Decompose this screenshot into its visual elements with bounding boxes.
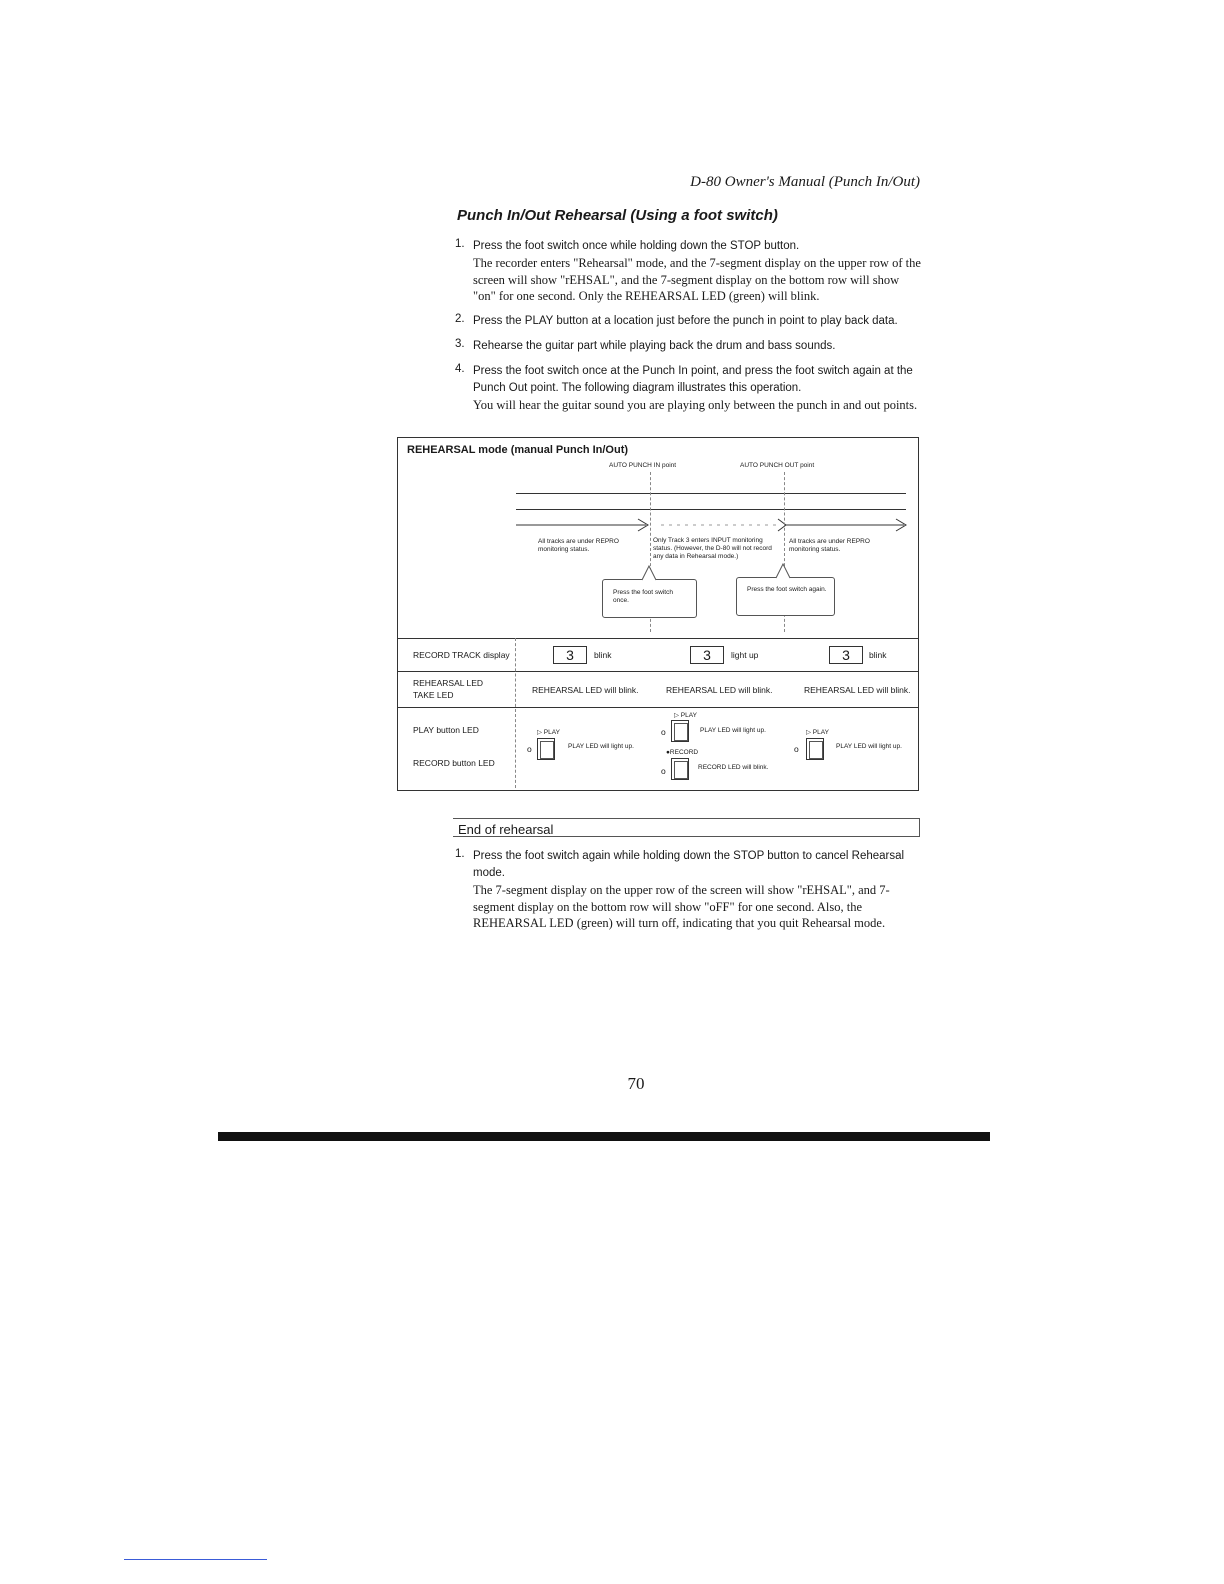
- row-record-track: RECORD TRACK display: [413, 650, 510, 660]
- track-line: [516, 493, 906, 494]
- page-number: 70: [627, 1074, 645, 1093]
- rehearsal-led-state: REHEARSAL LED will blink.: [666, 685, 773, 695]
- led-indicator: o: [661, 766, 666, 776]
- track-state: blink: [869, 650, 887, 660]
- callout-punch-in: [602, 579, 697, 618]
- step-2: [455, 313, 921, 330]
- callout-text: Press the foot switch again.: [747, 586, 827, 593]
- status-right: All tracks are under REPRO monitoring status.: [789, 538, 870, 553]
- row-play-led: PLAY button LED: [413, 725, 479, 735]
- play-button-label: ▷ PLAY: [806, 729, 829, 736]
- row-divider: [397, 707, 919, 708]
- step-instruction: Rehearse the guitar part while playing back the drum and bass sounds.: [473, 339, 836, 352]
- bottom-rule: [218, 1132, 990, 1141]
- step-4: [455, 363, 921, 414]
- step-explanation: You will hear the guitar sound you are playing only between the punch in and out points.: [473, 397, 918, 412]
- step-1: [455, 238, 921, 305]
- play-button-icon: [806, 738, 824, 760]
- rehearsal-led-state: REHEARSAL LED will blink.: [532, 685, 639, 695]
- steps-list: [455, 238, 921, 421]
- track-display: 3: [553, 646, 587, 664]
- play-led-state: PLAY LED will light up.: [568, 743, 634, 750]
- step-instruction: Press the PLAY button at a location just before the punch in point to play back data.: [473, 314, 898, 327]
- row-divider: [397, 638, 919, 639]
- row-record-led: RECORD button LED: [413, 758, 495, 768]
- led-indicator: o: [794, 744, 799, 754]
- led-indicator: o: [661, 727, 666, 737]
- end-section-title: End of rehearsal: [458, 822, 554, 837]
- record-led-state: RECORD LED will blink.: [698, 764, 769, 771]
- footer-line: [124, 1559, 267, 1560]
- step-explanation: The recorder enters "Rehearsal" mode, and the 7-segment display on the upper row of the screen will show "rEHSAL", and the 7-segment display on the bottom row will show "on" for one second. Only the REHEARSAL LED (green) will blink.: [473, 256, 921, 303]
- end-steps-list: [455, 848, 921, 940]
- callout-pointer: [640, 565, 660, 581]
- punch-out-label: AUTO PUNCH OUT point: [740, 462, 815, 469]
- step-instruction: Press the foot switch once while holding down the STOP button.: [473, 240, 800, 252]
- status-mid: Only Track 3 enters INPUT monitoring status. (However, the D-80 will not record any data in Rehearsal mode.): [653, 537, 772, 560]
- play-button-label: ▷ PLAY: [537, 729, 560, 736]
- step-instruction: Press the foot switch again while holding down the STOP button to cancel Rehearsal mode.: [473, 850, 905, 879]
- row-rehearsal-led: REHEARSAL LED: [413, 678, 484, 688]
- step-number: 3.: [455, 337, 465, 350]
- track-display: 3: [690, 646, 724, 664]
- diagram-title: REHEARSAL mode (manual Punch In/Out): [407, 444, 629, 456]
- play-led-state: PLAY LED will light up.: [700, 727, 766, 734]
- manual-header: D-80 Owner's Manual (Punch In/Out): [690, 174, 920, 190]
- track-display: 3: [829, 646, 863, 664]
- step-number: 1.: [455, 238, 465, 250]
- status-left: All tracks are under REPRO monitoring status.: [538, 538, 619, 553]
- play-led-state: PLAY LED will light up.: [836, 743, 902, 750]
- punch-in-label: AUTO PUNCH IN point: [609, 462, 677, 469]
- callout-pointer: [774, 563, 794, 579]
- step-explanation: The 7-segment display on the upper row of the screen will show "rEHSAL", and 7-segment display on the bottom row will show "oFF" for one second. Also, the REHEARSAL LED (green) will turn off, indicating that you quit Rehearsal mode.: [473, 883, 890, 930]
- end-step-1: [455, 848, 921, 932]
- track-line: [516, 509, 906, 510]
- record-button-icon: [671, 758, 689, 780]
- timeline-arrows: [516, 515, 908, 535]
- play-button-label: ▷ PLAY: [674, 712, 697, 719]
- callout-punch-out: [736, 577, 835, 616]
- step-3: [455, 338, 921, 355]
- record-button-label: ●RECORD: [666, 749, 699, 756]
- rehearsal-led-state: REHEARSAL LED will blink.: [804, 685, 911, 695]
- play-button-icon: [537, 738, 555, 760]
- track-state: light up: [731, 650, 759, 660]
- play-button-icon: [671, 720, 689, 742]
- led-indicator: o: [527, 744, 532, 754]
- row-take-led: TAKE LED: [413, 690, 454, 700]
- step-number: 1.: [455, 848, 465, 860]
- step-number: 2.: [455, 312, 465, 325]
- step-number: 4.: [455, 362, 465, 375]
- callout-text: Press the foot switch once.: [613, 589, 673, 604]
- column-divider: [515, 638, 516, 788]
- step-instruction: Press the foot switch once at the Punch In point, and press the foot switch again at the Punch Out point. The following diagram illustrates this operation.: [473, 364, 913, 394]
- track-state: blink: [594, 650, 612, 660]
- section-title: Punch In/Out Rehearsal (Using a foot switch): [457, 207, 778, 224]
- row-divider: [397, 671, 919, 672]
